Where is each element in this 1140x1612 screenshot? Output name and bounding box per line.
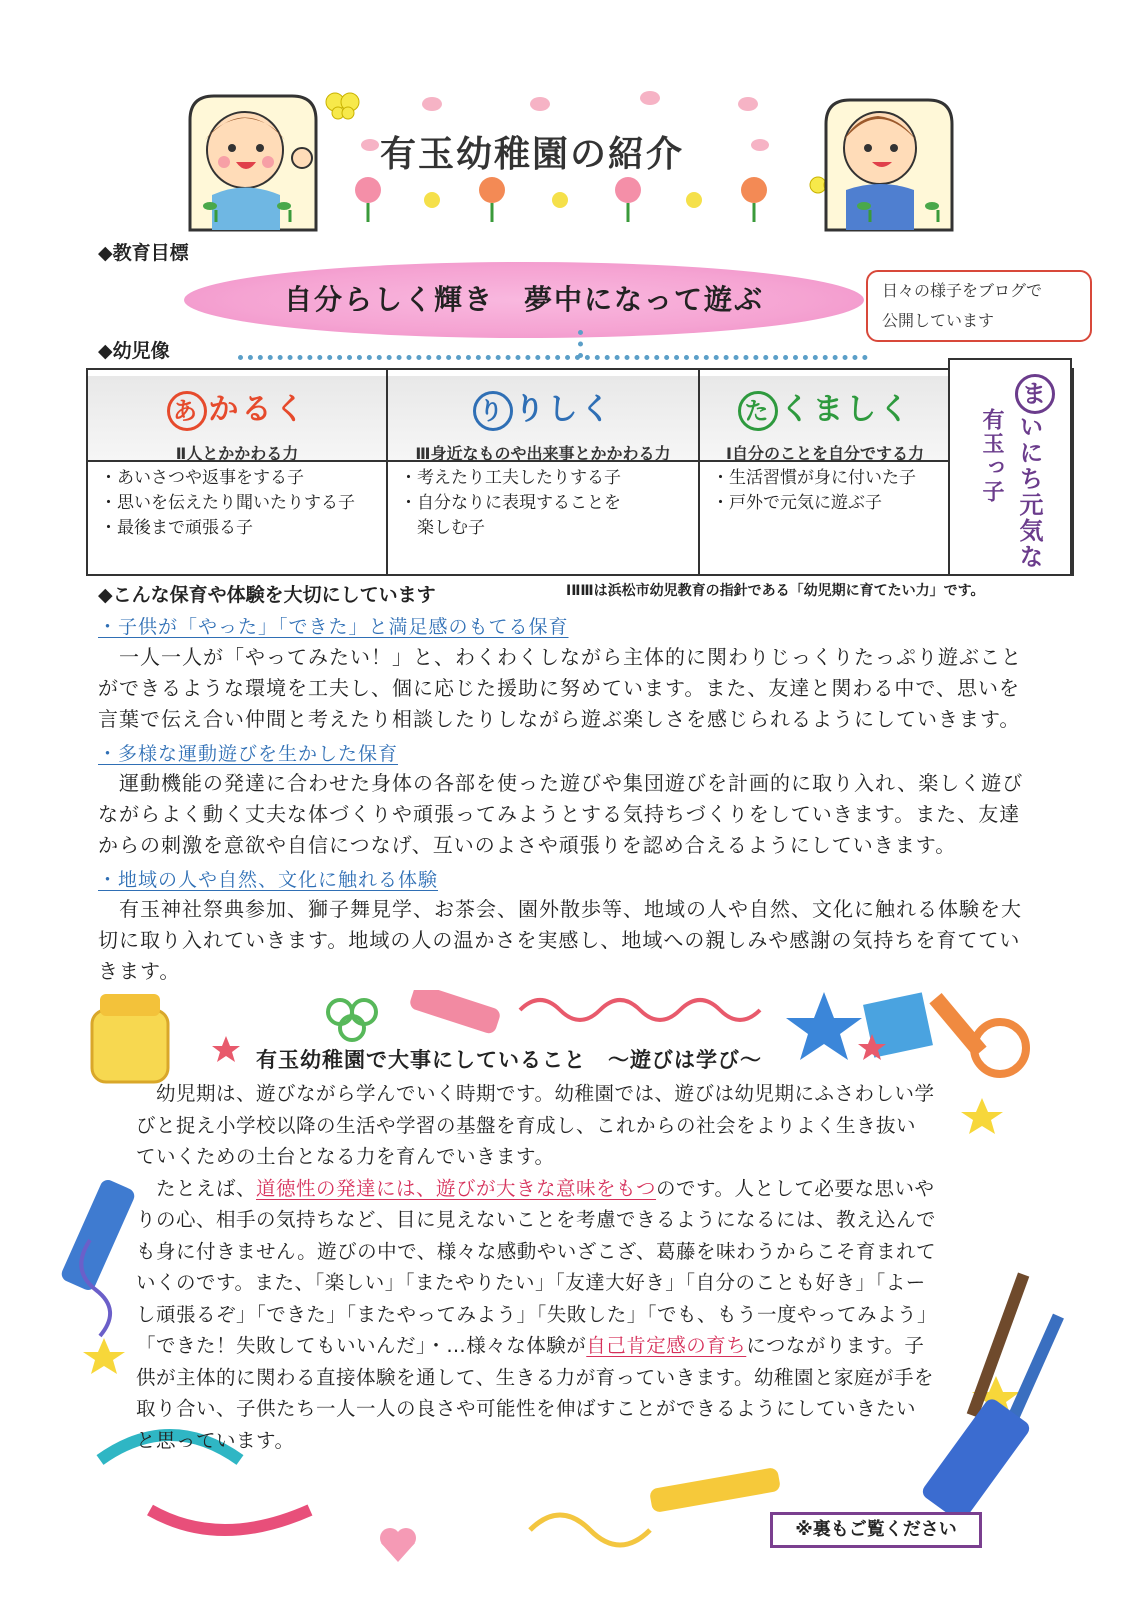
trait-list [100,466,355,541]
practice-section-title: ・子供が「やった」「できた」と満足感のもてる保育 [98,616,569,638]
heart-icon [380,1528,416,1562]
important-title: 有玉幼稚園で大事にしていること ～遊びは学び～ [256,1048,762,1072]
trait-header [88,376,386,462]
practice-section-body [98,768,1058,861]
trait-subtitle: Ⅲ身近なものや出来事とかかわる力 [415,443,671,463]
text-line: 有玉神社祭典参加、獅子舞見学、お茶会、園外散歩等、地域の人や自然、文化に触れる体験を大 [98,897,1022,921]
list-item: 楽しむ子 [400,518,485,538]
list-item: ・戸外で元気に遊ぶ子 [712,493,882,513]
trait-column-akaruku [88,370,388,574]
trait-label: かるく [208,392,308,427]
blog-note-line-1: 日々の様子をブログで [882,281,1043,300]
page-title: 有玉幼稚園の紹介 [380,134,685,175]
trait-vertical-box [948,358,1072,576]
trait-label: くましく [780,392,912,427]
trait-mark: あ [167,391,207,431]
trait-subtitle: Ⅰ自分のことを自分でする力 [726,443,924,463]
practice-section-title: ・多様な運動遊びを生かした保育 [98,743,399,765]
text-line: たとえば、道徳性の発達には、遊びが大きな意味をもつのです。人として必要な思いや [136,1176,935,1200]
list-item: ・あいさつや返事をする子 [100,468,304,488]
text-line: 運動機能の発達に合わせた身体の各部を使った遊びや集団遊びを計画的に取り入れ、楽しく遊び [98,771,1024,795]
glue-pot-icon [92,994,168,1082]
crayon-icon [408,990,502,1035]
text-line: 切に取り入れていきます。地域の人の温かさを実感し、地域への親しみや感謝の気持ちを育ててい [98,928,1021,952]
important-body [136,1078,996,1456]
trait-header [388,376,698,462]
list-item: ・考えたり工夫したりする子 [400,468,621,488]
vertical-sub-text: 有玉っ子 [979,408,1004,504]
highlight-text: 自己肯定感の育ち [586,1334,747,1357]
text-line: ながらよく動く丈夫な体づくりや頑張ってみようとする気持ちづくりをしていきます。また、友達 [98,802,1021,826]
text-line: 取り合い、子供たち一人一人の良さや可能性を伸ばすことができるようにしていきたい [136,1397,917,1420]
text-line: いくのです。また、「楽しい」「またやりたい」「友達大好き」「自分のことも好き」「よー [136,1271,926,1294]
highlight-text: 道徳性の発達には、遊びが大きな意味をもつ [256,1176,657,1200]
text-line: びと捉え小学校以降の生活や学習の基盤を育成し、これからの社会をよりよく生き抜い [136,1113,917,1137]
vertical-main-text: いにち元気な [1015,414,1043,570]
goal-heading: ◆教育目標 [98,242,189,264]
squiggle-decoration [520,1000,760,1020]
child-image-heading: ◆幼児像 [98,340,170,362]
trait-label: りしく [514,392,614,427]
practice-section-body [98,894,1058,987]
trait-mark: ま [1015,374,1055,414]
blue-crayon-icon [59,1177,137,1292]
back-page-note: ※裏もご覧ください [770,1512,982,1548]
trait-list [712,466,916,516]
trait-mark: た [738,391,778,431]
text-line: ができるような環境を工夫し、個に応じた援助に努めています。また、友達と関わる中で、思いを [98,676,1020,700]
flower-clip-icon [328,1000,376,1040]
practice-section-title: ・地域の人や自然、文化に触れる体験 [98,869,439,891]
list-item: ・最後まで頑張る子 [100,518,253,538]
list-item: ・自分なりに表現することを [400,493,621,513]
trait-subtitle: Ⅱ人とかかわる力 [175,443,299,463]
scissors-icon [929,993,1026,1074]
trait-column-ririshiku [388,370,700,574]
text-line: 幼児期は、遊びながら学んでいく時期です。幼稚園では、遊びは幼児期にふさわしい学 [136,1082,935,1105]
text-line: も身に付きません。遊びの中で、様々な感動やいざこざ、葛藤を味わうからこそ育まれて [136,1239,937,1263]
trait-list [400,466,621,541]
practice-section-body [98,642,1058,735]
text-line: と思っています。 [136,1428,295,1452]
list-item: ・思いを伝えたり聞いたりする子 [100,493,355,513]
blog-note-line-2: 公開しています [882,311,995,330]
text-line: 「できた！失敗してもいいんだ」・…様々な体験が自己肯定感の育ちにつながります。子 [136,1334,925,1357]
yellow-crayon-icon [649,1467,781,1513]
blog-note-box [866,270,1092,342]
goal-text: 自分らしく輝き 夢中になって遊ぶ [283,283,764,316]
traits-table [86,368,1074,576]
boy-illustration [826,100,952,230]
text-line: きます。 [98,959,181,983]
text-line: 供が主体的に関わる直接体験を通して、生きる力が育っていきます。幼稚園と家庭が手を [136,1365,935,1389]
text-line: 言葉で伝え合い仲間と考えたり相談したりしながら遊ぶ楽しさを感じられるようにしていきます。 [98,707,1021,731]
dotted-connector [578,330,583,358]
text-line: ていくための土台となる力を育んでいきます。 [136,1145,555,1168]
list-item: ・生活習慣が身に付いた子 [712,468,916,488]
trait-mark: り [473,391,513,431]
practice-note: ⅠⅡⅢは浜松市幼児教育の指針である「幼児期に育てたい力」です。 [566,583,985,599]
text-line: し頑張るぞ」「できた」「またやってみよう」「失敗した」「でも、もう一度やってみよう」 [136,1302,938,1326]
header-illustration [0,0,1140,240]
trait-column-takumashiku [700,370,952,574]
text-line: りの心、相手の気持ちなど、目に見えないことを考慮できるようになるには、教え込んで [136,1208,937,1231]
star-icon [786,992,862,1060]
text-line: からの刺激を意欲や自信につなげ、互いのよさや頑張りを認め合えるようにしていきます。 [98,833,957,857]
dotted-line [238,355,868,360]
trait-header [700,376,950,462]
practice-heading: ◆こんな保育や体験を大切にしています [98,584,436,606]
yellow-squiggle-decoration [530,1515,650,1545]
text-line: 一人一人が「やってみたい！」と、わくわくしながら主体的に関わりじっくりたっぷり遊ぶこと [98,645,1022,669]
